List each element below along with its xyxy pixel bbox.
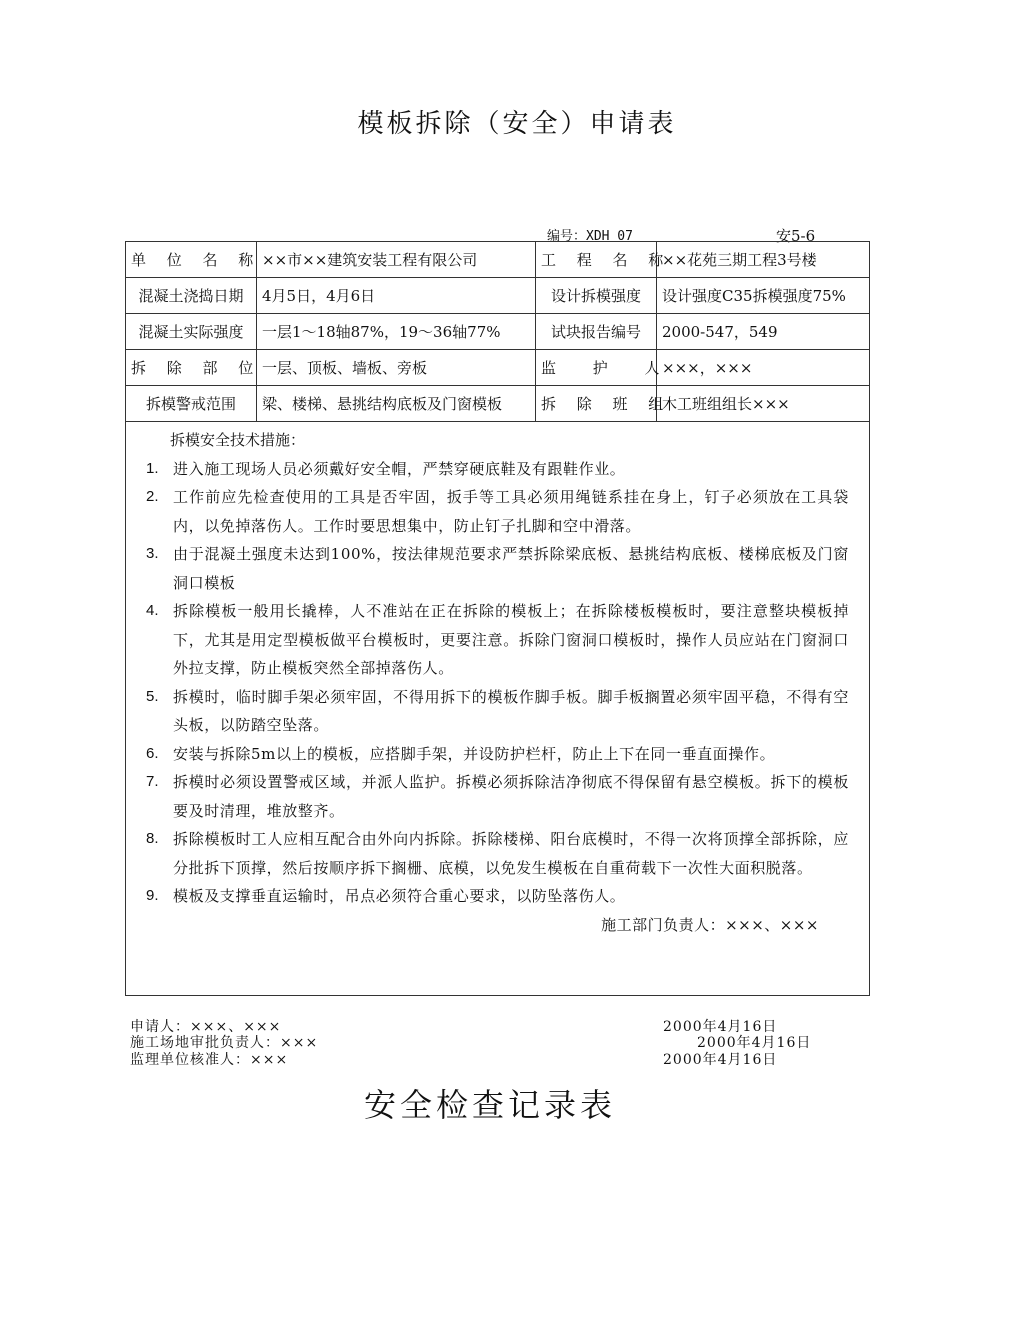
warning-range-label: 拆模警戒范围 bbox=[126, 386, 257, 422]
form-safety-code: 安5-6 bbox=[776, 227, 816, 245]
table-row bbox=[126, 242, 870, 278]
project-name-value: ××花苑三期工程3号楼 bbox=[657, 242, 870, 278]
safety-measures-heading: 拆模安全技术措施： bbox=[170, 431, 306, 449]
item-text: 拆除模板时工人应相互配合由外向内拆除。拆除楼梯、阳台底模时，不得一次将顶撑全部拆除，应分批拆下顶撑，然后按顺序拆下搁栅、底模，以免发生模板在自重荷载下一次性大面积脱落。 bbox=[173, 830, 849, 877]
list-item bbox=[146, 768, 849, 825]
table-row bbox=[126, 314, 870, 350]
item-number: 4. bbox=[146, 602, 159, 619]
applicant-line: 申请人：×××、××× bbox=[130, 1019, 282, 1035]
test-report-label: 试块报告编号 bbox=[536, 314, 657, 350]
project-name-label: 工 程 名 称 bbox=[536, 242, 657, 278]
unit-name-label: 单 位 名 称 bbox=[126, 242, 257, 278]
table-row bbox=[126, 422, 870, 996]
item-text: 进入施工现场人员必须戴好安全帽，严禁穿硬底鞋及有跟鞋作业。 bbox=[173, 459, 626, 478]
removal-location-value: 一层、顶板、墙板、旁板 bbox=[257, 350, 536, 386]
item-number: 9. bbox=[146, 887, 159, 904]
item-text: 拆除模板一般用长撬棒，人不准站在正在拆除的模板上；在拆除楼板模板时，要注意整块模板掉下，尤其是用定型模板做平台模板时，更要注意。拆除门窗洞口模板时，操作人员应站在门窗洞口外拉支撑，防止模板突然全部掉落伤人。 bbox=[173, 602, 849, 677]
table-row bbox=[126, 278, 870, 314]
design-strength-value: 设计强度C35拆模强度75% bbox=[657, 278, 870, 314]
safety-measures-cell bbox=[126, 422, 870, 996]
item-number: 1. bbox=[146, 459, 159, 477]
item-text: 由于混凝土强度未达到100%，按法律规范要求严禁拆除梁底板、悬挑结构底板、楼梯底板及门窗洞口模板 bbox=[173, 545, 849, 592]
safety-measures bbox=[126, 422, 869, 939]
test-report-value: 2000-547，549 bbox=[657, 314, 870, 350]
next-section-title: 安全检查记录表 bbox=[363, 1086, 616, 1124]
pour-date-value: 4月5日，4月6日 bbox=[257, 278, 536, 314]
actual-strength-label: 混凝土实际强度 bbox=[126, 314, 257, 350]
guardian-value: ×××，××× bbox=[657, 350, 870, 386]
list-item bbox=[146, 740, 849, 769]
list-item bbox=[146, 683, 849, 740]
list-item bbox=[146, 455, 849, 484]
department-signature: 施工部门负责人：×××、××× bbox=[601, 915, 819, 934]
applicant-date: 2000年4月16日 bbox=[663, 1019, 778, 1035]
warning-range-value: 梁、楼梯、悬挑结构底板及门窗模板 bbox=[257, 386, 536, 422]
removal-location-label: 拆 除 部 位 bbox=[126, 350, 257, 386]
page-title: 模板拆除（安全）申请表 bbox=[357, 109, 677, 139]
item-text: 安装与拆除5m以上的模板，应搭脚手架，并设防护栏杆，防止上下在同一垂直面操作。 bbox=[173, 744, 776, 763]
pour-date-label: 混凝土浇捣日期 bbox=[126, 278, 257, 314]
list-item bbox=[146, 597, 849, 683]
item-number: 3. bbox=[146, 545, 159, 562]
application-table bbox=[125, 241, 870, 996]
list-item bbox=[146, 540, 849, 597]
item-number: 6. bbox=[146, 744, 159, 762]
supervisor-line: 监理单位核准人：××× bbox=[130, 1052, 289, 1068]
guardian-label: 监 护 人 bbox=[536, 350, 657, 386]
item-text: 工作前应先检查使用的工具是否牢固，扳手等工具必须用绳链系挂在身上，钉子必须放在工具袋内，以免掉落伤人。工作时要思想集中，防止钉子扎脚和空中滑落。 bbox=[173, 488, 849, 535]
item-number: 7. bbox=[146, 773, 159, 790]
form-number: 编号：XDH 07 bbox=[547, 229, 633, 244]
supervisor-date: 2000年4月16日 bbox=[663, 1052, 778, 1068]
table-row bbox=[126, 350, 870, 386]
item-number: 5. bbox=[146, 687, 159, 705]
item-text: 拆模时必须设置警戒区域，并派人监护。拆模必须拆除洁净彻底不得保留有悬空模板。拆下的模板要及时清理，堆放整齐。 bbox=[173, 773, 849, 820]
list-item bbox=[146, 882, 849, 911]
item-number: 8. bbox=[146, 830, 159, 847]
design-strength-label: 设计拆模强度 bbox=[536, 278, 657, 314]
list-item bbox=[146, 483, 849, 540]
removal-team-label: 拆 除 班 组 bbox=[536, 386, 657, 422]
unit-name-value: ××市××建筑安装工程有限公司 bbox=[257, 242, 536, 278]
actual-strength-value: 一层1～18轴87%，19～36轴77% bbox=[257, 314, 536, 350]
item-text: 模板及支撑垂直运输时，吊点必须符合重心要求，以防坠落伤人。 bbox=[173, 887, 626, 905]
site-approver-date: 2000年4月16日 bbox=[697, 1035, 812, 1051]
item-text: 拆模时，临时脚手架必须牢固，不得用拆下的模板作脚手板。脚手板搁置必须牢固平稳，不得有空头板，以防踏空坠落。 bbox=[173, 687, 849, 734]
list-item bbox=[146, 825, 849, 882]
site-approver-line: 施工场地审批负责人：××× bbox=[130, 1035, 319, 1051]
item-number: 2. bbox=[146, 488, 159, 505]
table-row bbox=[126, 386, 870, 422]
removal-team-value: 木工班组组长××× bbox=[657, 386, 870, 422]
